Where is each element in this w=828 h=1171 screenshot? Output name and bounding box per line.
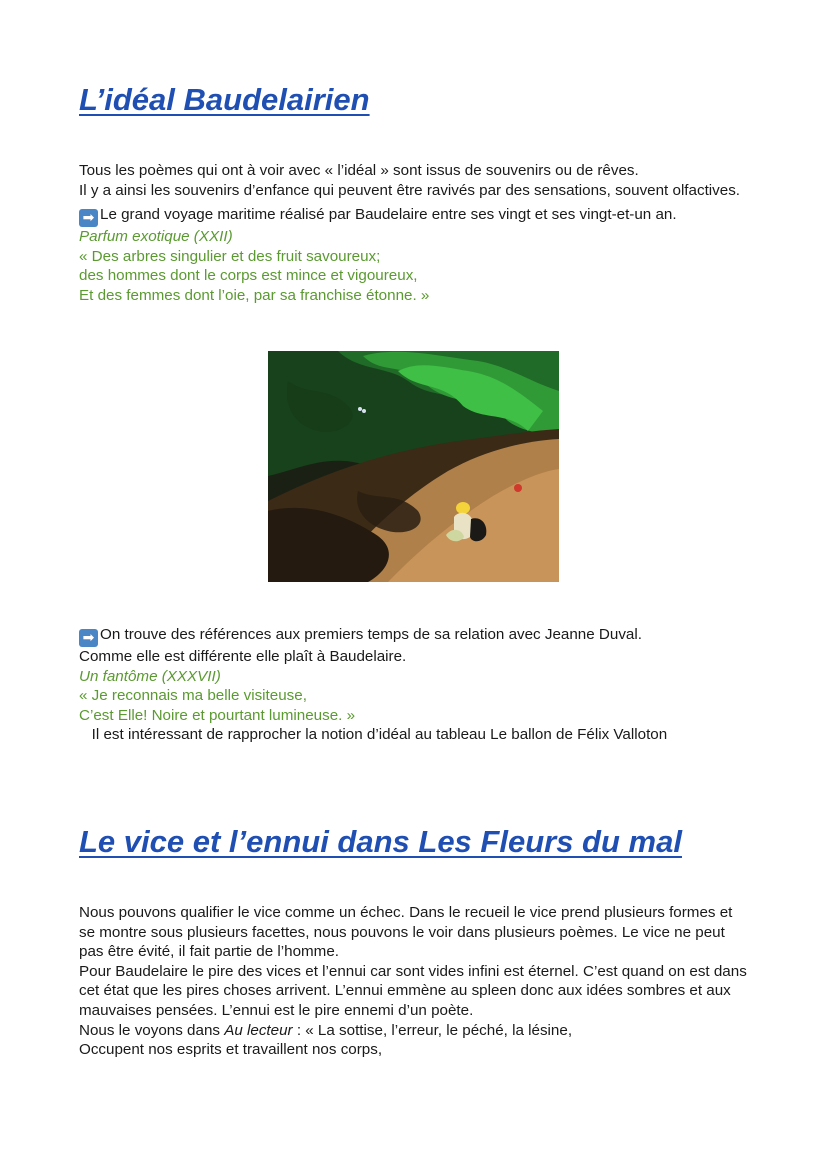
bullet-duval bbox=[79, 625, 749, 647]
poem-line: « Je reconnais ma belle visiteuse, bbox=[79, 687, 307, 705]
intro-line-2: Il y a ainsi les souvenirs d’enfance qui peuvent être ravivés par des sensations, souvent olfactives. bbox=[79, 181, 741, 199]
painting-image bbox=[268, 351, 559, 582]
section-ideal-intro bbox=[79, 161, 749, 306]
poem-line: C’est Elle! Noire et pourtant lumineuse. » bbox=[79, 706, 356, 724]
bullet-duval-text: On trouve des références aux premiers temps de sa relation avec Jeanne Duval. bbox=[100, 626, 642, 643]
poem-line: « Des arbres singulier et des fruit savoureux; bbox=[79, 247, 381, 265]
vice-paragraph-3 bbox=[79, 1021, 749, 1041]
work-title-au-lecteur: Au lecteur bbox=[224, 1021, 293, 1039]
vice-paragraph-3-prefix: Nous le voyons dans bbox=[79, 1021, 225, 1039]
poem-title-un-fantome: Un fantôme (XXXVII) bbox=[79, 667, 221, 685]
section-ideal-duval bbox=[79, 625, 749, 745]
intro-line-1: Tous les poèmes qui ont à voir avec « l’idéal » sont issus de souvenirs ou de rêves. bbox=[79, 162, 639, 179]
section-title-vice-ennui: Le vice et l’ennui dans Les Fleurs du mal bbox=[79, 824, 682, 859]
vice-paragraph-2: Pour Baudelaire le pire des vices et l’ennui car sont vides infini est éternel. C’est quand on est dans cet état que les pires choses arrivent. L’ennui emmène au spleen donc aux idées sombres et aux mauvaises pensées. L’ennui est le pire ennemi d’un poète. bbox=[79, 962, 747, 1019]
vice-paragraph-3-suffix: : « La sottise, l’erreur, le péché, la lésine, bbox=[292, 1021, 573, 1039]
vice-paragraph-1: Nous pouvons qualifier le vice comme un échec. Dans le recueil le vice prend plusieurs formes et se montre sous plusieurs facettes, nous pouvons le voir dans plusieurs poèmes. Le vice ne peut pas être évité, il fait partie de l’homme. bbox=[79, 904, 733, 961]
duval-line: Comme elle est différente elle plaît à Baudelaire. bbox=[79, 648, 407, 665]
bullet-voyage-text: Le grand voyage maritime réalisé par Baudelaire entre ses vingt et ses vingt-et-un an. bbox=[100, 206, 677, 224]
vice-paragraph-4: Occupent nos esprits et travaillent nos corps, bbox=[79, 1041, 383, 1059]
right-arrow-icon: ➡ bbox=[79, 209, 98, 227]
closing-line: Il est intéressant de rapprocher la notion d’idéal au tableau Le ballon de Félix Valloton bbox=[79, 726, 668, 744]
bullet-voyage bbox=[79, 205, 749, 227]
section-vice-body bbox=[79, 903, 749, 1060]
poem-line: Et des femmes dont l’oie, par sa franchise étonne. » bbox=[79, 286, 430, 304]
section-title-ideal: L’idéal Baudelairien bbox=[79, 82, 370, 117]
right-arrow-icon: ➡ bbox=[79, 629, 98, 647]
poem-title-parfum-exotique: Parfum exotique (XXII) bbox=[79, 228, 233, 246]
poem-line: des hommes dont le corps est mince et vigoureux, bbox=[79, 267, 418, 285]
